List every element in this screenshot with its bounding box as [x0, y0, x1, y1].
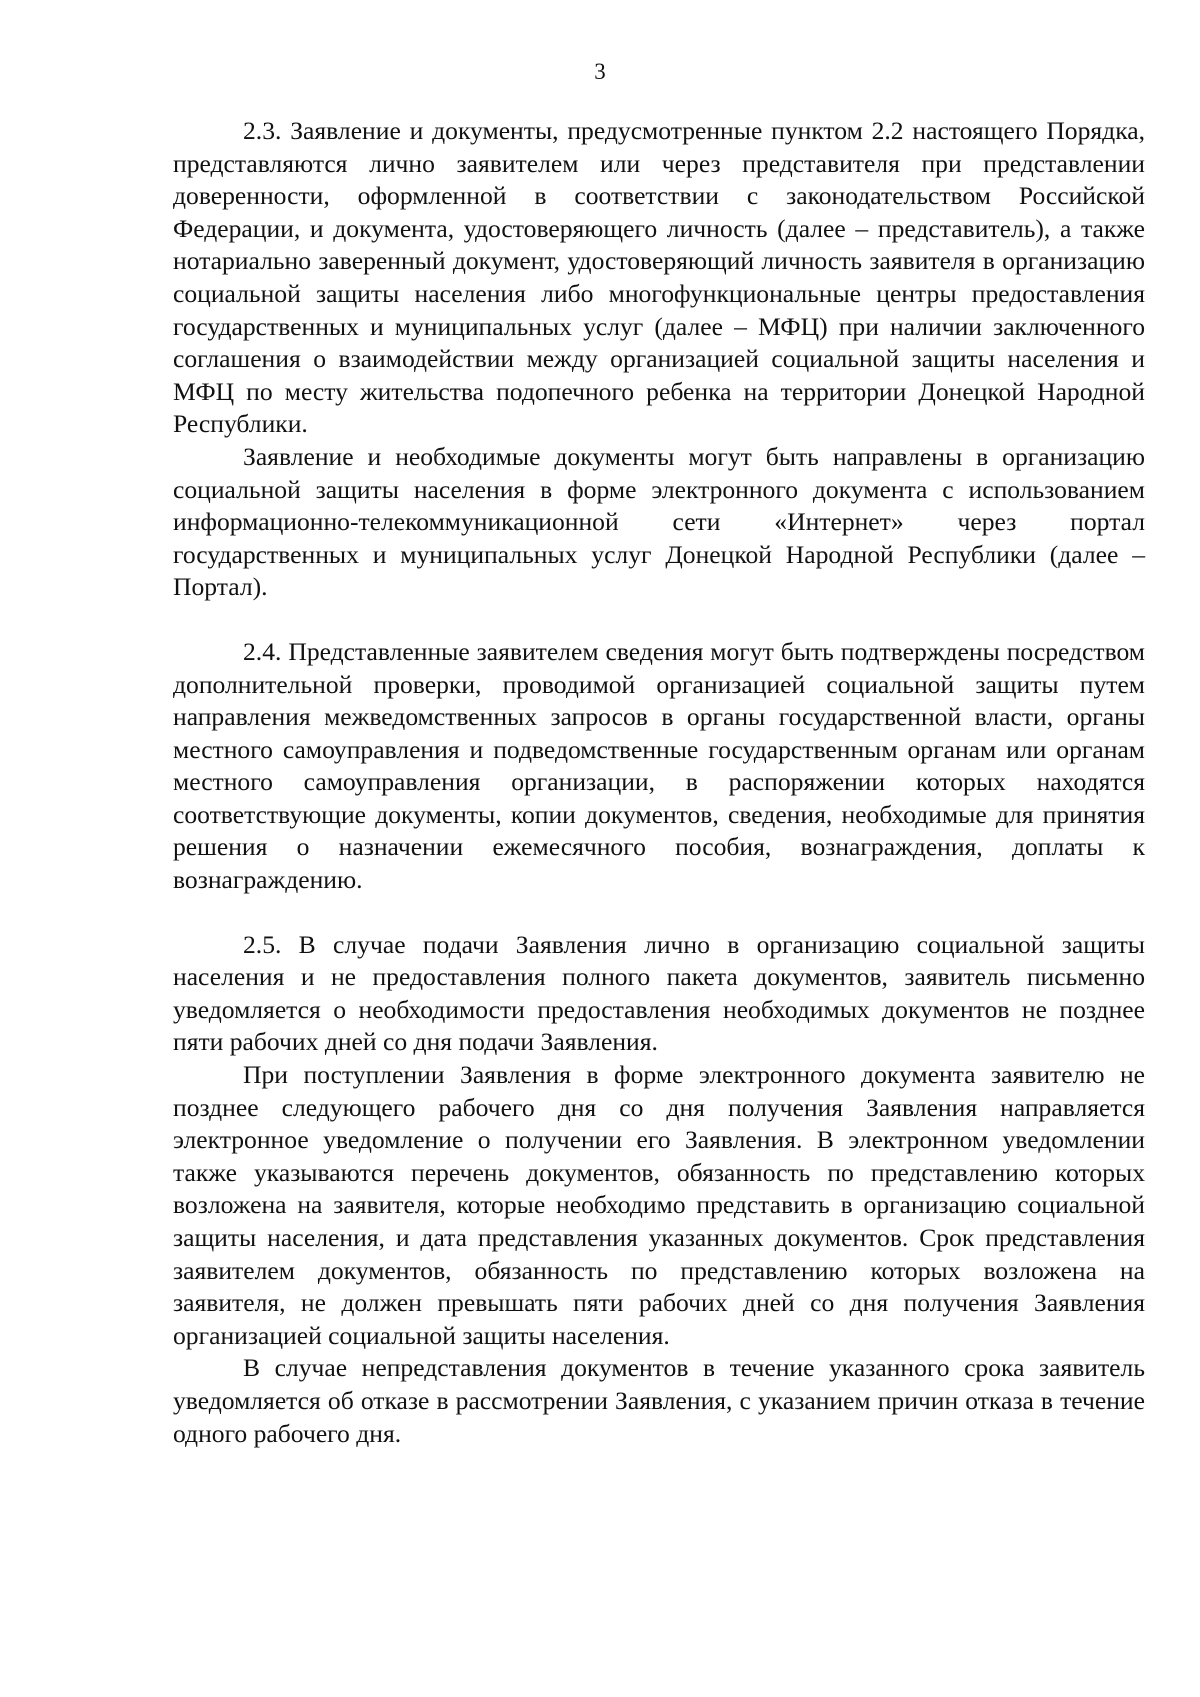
paragraph-2-5-electronic: При поступлении Заявления в форме электронного документа заявителю не позднее следующего рабочего дня со дня получения Заявления направляется электронное уведомление о получении его Заявления. В электронном уведомлении также указываются перечень документов, обязанность по представлению которых возложена на заявителя, которые необходимо представить в организацию социальной защиты населения, и дата представления указанных документов. Срок представления заявителем документов, обязанность по представлению которых возложена на заявителя, не должен превышать пяти рабочих дней со дня получения Заявления организацией социальной защиты населения.	[173, 1060, 1145, 1350]
document-body	[173, 115, 1145, 1450]
page-number: 3	[594, 59, 606, 84]
paragraph-2-4: 2.4. Представленные заявителем сведения могут быть подтверждены посредством дополнительной проверки, проводимой организацией социальной защиты путем направления межведомственных запросов в органы государственной власти, органы местного самоуправления и подведомственные государственным органам или органам местного самоуправления организации, в распоряжении которых находятся соответствующие документы, копии документов, сведения, необходимые для принятия решения о назначении ежемесячного пособия, вознаграждения, доплаты к вознаграждению.	[173, 636, 1145, 895]
paragraph-2-3-electronic: Заявление и необходимые документы могут быть направлены в организацию социальной защиты населения в форме электронного документа с использованием информационно-телекоммуникационной сети «Интернет» через портал государственных и муниципальных услуг Донецкой Народной Республики (далее – Портал).	[173, 441, 1145, 602]
paragraph-2-5: 2.5. В случае подачи Заявления лично в организацию социальной защиты населения и не предоставления полного пакета документов, заявитель письменно уведомляется о необходимости предоставления необходимых документов не позднее пяти рабочих дней со дня подачи Заявления.	[173, 929, 1145, 1057]
paragraph-2-3: 2.3. Заявление и документы, предусмотренные пунктом 2.2 настоящего Порядка, представляются лично заявителем или через представителя при представлении доверенности, оформленной в соответствии с законодательством Российской Федерации, и документа, удостоверяющего личность (далее – представитель), а также нотариально заверенный документ, удостоверяющий личность заявителя в организацию социальной защиты населения либо многофункциональные центры предоставления государственных и муниципальных услуг (далее – МФЦ) при наличии заключенного соглашения о взаимодействии между организацией социальной защиты населения и МФЦ по месту жительства подопечного ребенка на территории Донецкой Народной Республики.	[173, 116, 1145, 439]
paragraph-2-5-refusal: В случае непредставления документов в течение указанного срока заявитель уведомляется об отказе в рассмотрении Заявления, с указанием причин отказа в течение одного рабочего дня.	[173, 1353, 1145, 1448]
